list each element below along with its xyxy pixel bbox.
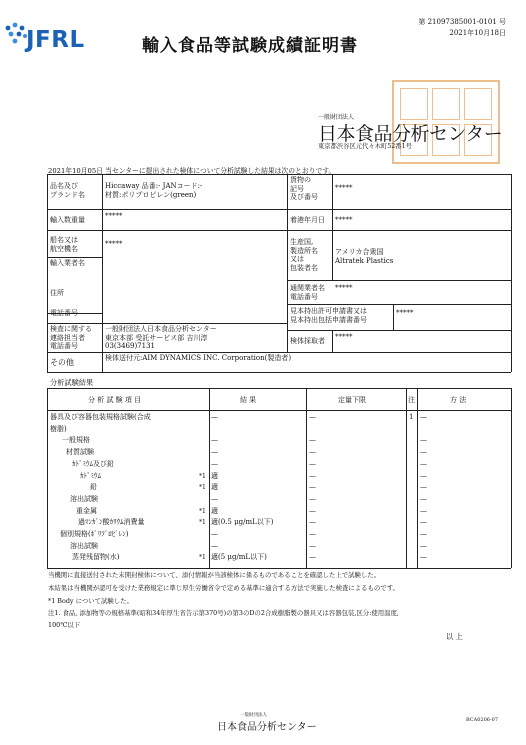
row-limit: —	[309, 506, 316, 515]
issuer-org-name: 日本食品分析センター	[318, 123, 503, 145]
document-number: 第 21097385001-0101 号	[418, 18, 506, 26]
row-result: —	[211, 448, 218, 457]
header-result: 結 果	[240, 396, 257, 404]
row-limit: —	[309, 471, 316, 480]
header-limit: 定量下限	[338, 396, 366, 404]
issuer-address: 東京都渋谷区元代々木町52番1号	[318, 143, 412, 150]
sampler-label: 検体採取者	[290, 337, 325, 345]
row-mark: *1	[199, 554, 206, 562]
ship-value: *****	[105, 240, 123, 248]
row-item: 蒸発残留物(水)	[72, 553, 120, 562]
row-method: —	[420, 553, 427, 562]
row-mark: *1	[199, 507, 206, 515]
row-result: 適	[211, 471, 218, 480]
arrival-label: 着港年月日	[290, 216, 325, 224]
row-item: 鉛	[90, 483, 97, 492]
other-value: 検体送付元:AIM DYNAMICS INC. Corporation(製造者)	[105, 354, 292, 362]
row-result: —	[211, 436, 218, 445]
row-mark: *1	[199, 519, 206, 527]
permit-value: *****	[396, 309, 414, 317]
closing-text: 以 上	[446, 632, 463, 641]
row-result: 適	[211, 483, 218, 492]
row-method: —	[420, 448, 427, 457]
customs-label: 通関業者名 電話番号	[290, 284, 325, 301]
footer-org-type: 一般財団法人	[240, 713, 267, 718]
row-item: 溶出試験	[70, 541, 98, 550]
header-note: 注	[408, 396, 415, 404]
other-label: その他	[50, 358, 74, 367]
row-limit: —	[309, 448, 316, 457]
product-label: 品名及び ブランド名	[50, 182, 85, 199]
row-method: —	[420, 541, 427, 550]
row-limit: —	[309, 459, 316, 468]
note-5: 100℃以下	[48, 621, 81, 629]
header-method: 方 法	[450, 396, 467, 404]
importer-label: 輸入業者名	[50, 259, 85, 267]
row-item: 材質試験	[66, 448, 94, 457]
product-value: Hiccaway 品番:- JANコード:- 材質:ポリプロピレン(green)	[105, 182, 203, 199]
row-method: —	[420, 413, 427, 421]
row-limit: —	[309, 541, 316, 550]
row-method: —	[420, 518, 427, 527]
logo-text: JFRL	[26, 27, 85, 53]
row-item: 過ﾏﾝｶﾞﾝ酸ｶﾘｳﾑ消費量	[78, 518, 145, 527]
row-limit: —	[309, 530, 316, 538]
address-label: 住所	[50, 289, 64, 297]
arrival-value: *****	[335, 216, 353, 224]
row-item: 器具及び容器包装規格試験(合成	[50, 413, 151, 421]
row-item: 重金属	[76, 506, 97, 515]
footer-form-code: BCA0206-07	[466, 717, 498, 723]
row-method: —	[420, 494, 427, 503]
footer-org-name: 日本食品分析センター	[217, 722, 317, 733]
contact-value: 一般財団法人日本食品分析センター 東京本部 受託サービス部 吉川淳 03(3469)7131	[105, 325, 217, 351]
intro-text: 2021年10月05日 当センターに提出された検体について分析試験した結果は次のとおりです。	[48, 167, 336, 175]
row-limit: —	[309, 413, 316, 421]
row-item: 樹脂)	[50, 424, 67, 433]
row-method: —	[420, 459, 427, 468]
row-limit: —	[309, 518, 316, 527]
row-item: 一般規格	[62, 436, 90, 445]
row-item: ｶﾄﾞﾐｳﾑ	[80, 471, 101, 480]
document-title: 輸入食品等試験成績証明書	[142, 36, 358, 56]
row-result: —	[211, 541, 218, 550]
origin-value: アメリカ合衆国 Altratek Plastics	[335, 248, 394, 265]
note-3: *1 Body について試験した。	[48, 597, 133, 605]
permit-label: 見本持出許可申請書又は 見本持出包括申請書番号	[290, 307, 367, 324]
row-note: 1	[409, 413, 414, 421]
note-1: 当機関に直接送付された未開封検体について、添付情報が当該検体に係るものであることを確認した上で試験した。	[48, 571, 381, 579]
row-method: —	[420, 471, 427, 480]
row-method: —	[420, 483, 427, 492]
origin-label: 生産国, 製造所名 又は 包装者名	[290, 238, 318, 272]
contact-label: 検査に関する 連絡担当者 電話番号	[50, 325, 92, 351]
row-method: —	[420, 436, 427, 445]
quantity-label: 輸入数重量	[50, 216, 85, 224]
row-item: ｶﾄﾞﾐｳﾑ及び鉛	[72, 459, 114, 468]
issuer-org-type: 一般財団法人	[318, 114, 355, 121]
row-result: —	[211, 413, 218, 421]
row-item: 個別規格(ﾎﾟﾘﾌﾟﾛﾋﾟﾚﾝ)	[60, 530, 129, 538]
row-limit: —	[309, 553, 316, 562]
row-result: —	[211, 494, 218, 503]
row-result: —	[211, 459, 218, 468]
row-item: 溶出試験	[70, 494, 98, 503]
note-4: 注1. 食品, 添加物等の規格基準(昭和34年厚生省告示第370号)の第3のDの2合成樹脂製の器具又は容器包装,区分:使用温度,	[48, 609, 399, 617]
quantity-value: *****	[105, 212, 123, 220]
row-result: 適	[211, 506, 218, 515]
row-method: —	[420, 506, 427, 515]
row-limit: —	[309, 483, 316, 492]
row-result: 適(5 μg/mL以下)	[211, 553, 267, 562]
header-item: 分 析 試 験 項 目	[88, 396, 142, 404]
ship-label: 船名又は 航空機名	[50, 236, 78, 253]
cargo-label: 貨物の 記号 及び番号	[290, 176, 318, 202]
row-mark: *1	[199, 472, 206, 480]
results-section-title: 分析試験結果	[50, 378, 94, 387]
document-date: 2021年10月18日	[449, 29, 506, 37]
note-2: 本結果は当機関が認可を受けた業務規定に準じ厚生労働省令で定める基準に適合する方法で実施した検査によるものです。	[48, 584, 399, 592]
row-limit: —	[309, 436, 316, 445]
row-result: —	[211, 530, 218, 538]
row-limit: —	[309, 494, 316, 503]
jfrl-logo-icon	[4, 22, 28, 48]
customs-value: *****	[335, 284, 353, 292]
row-mark: *1	[199, 484, 206, 492]
phone-label: 電話番号	[50, 309, 78, 317]
row-result: 適(0.5 μg/mL以下)	[211, 518, 274, 527]
cargo-value: *****	[335, 184, 353, 192]
row-method: —	[420, 530, 427, 538]
sampler-value: *****	[335, 333, 353, 341]
